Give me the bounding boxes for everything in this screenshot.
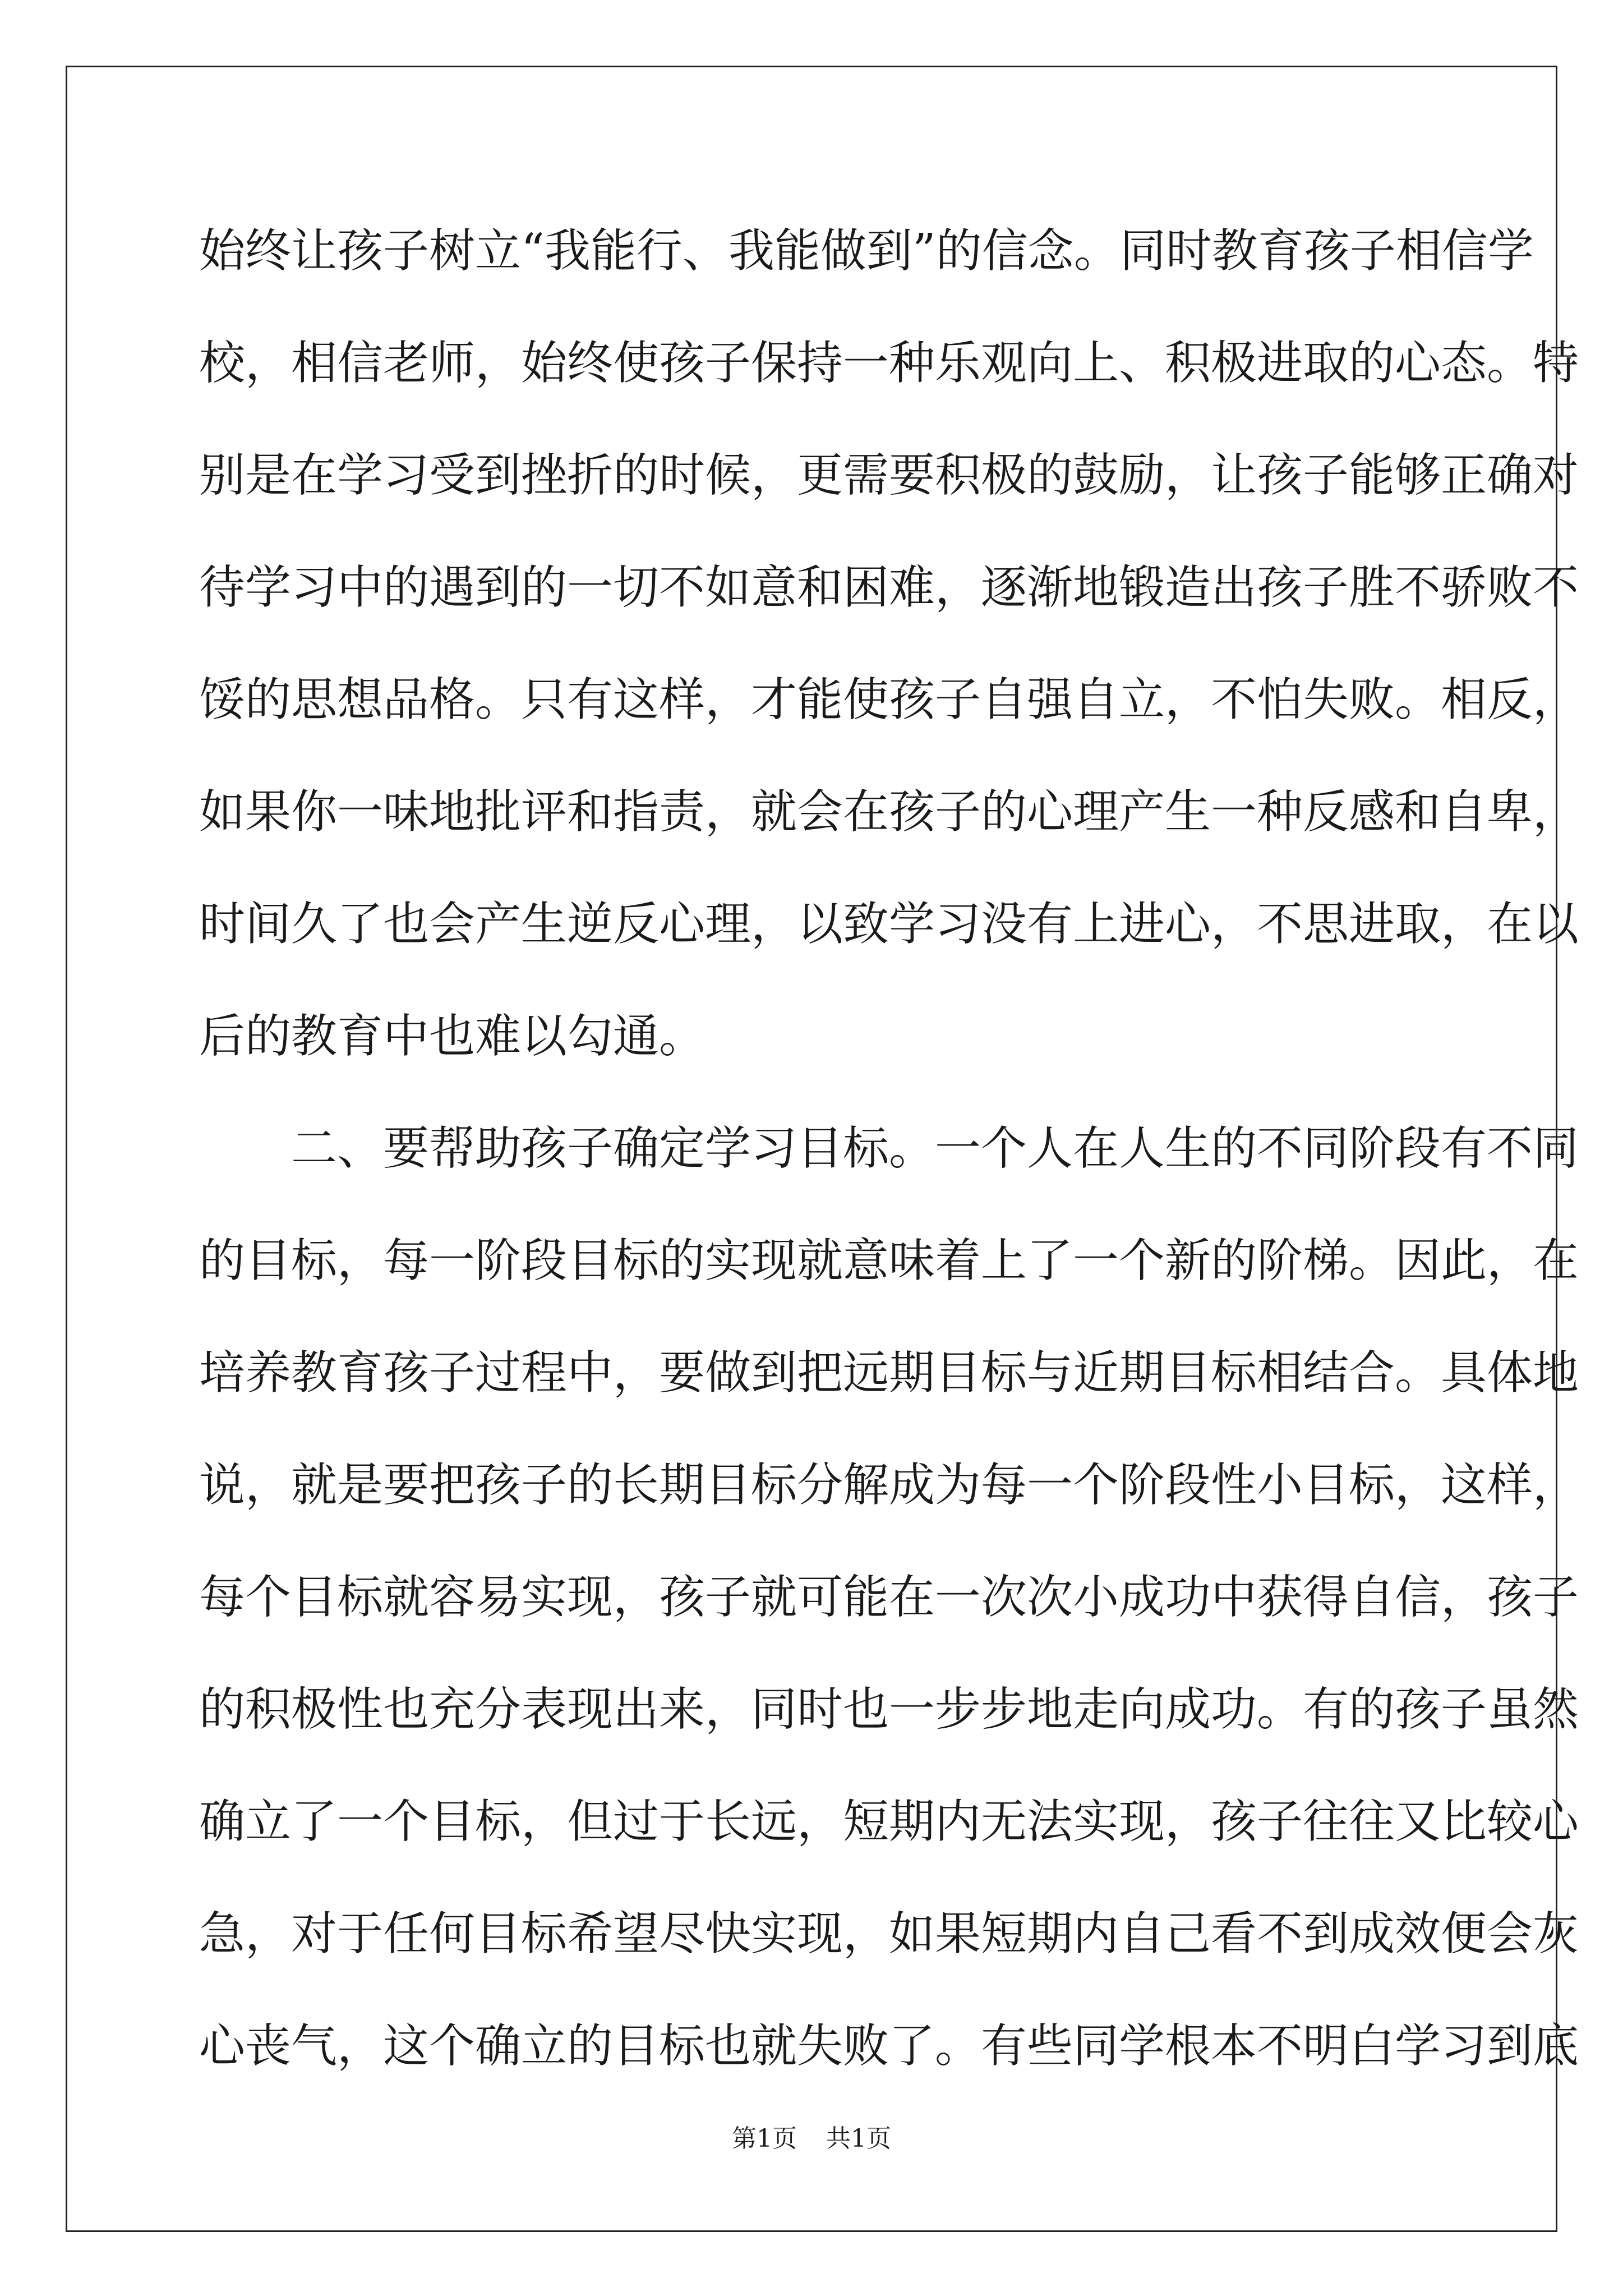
page-total: 共1页 [826, 2124, 891, 2153]
text-line: 的目标，每一阶段目标的实现就意味着上了一个新的阶梯。因此，在 [199, 1234, 1579, 1287]
text-line: 校，相信老师，始终使孩子保持一种乐观向上、积极进取的心态。特 [199, 337, 1579, 390]
text-line: 培养教育孩子过程中，要做到把远期目标与近期目标相结合。具体地 [199, 1346, 1579, 1400]
document-body [199, 218, 1579, 2125]
text-line: 别是在学习受到挫折的时候，更需要积极的鼓励，让孩子能够正确对 [199, 449, 1579, 502]
text-line: 的积极性也充分表现出来，同时也一步步地走向成功。有的孩子虽然 [199, 1683, 1579, 1736]
text-line: 每个目标就容易实现，孩子就可能在一次次小成功中获得自信，孩子 [199, 1571, 1579, 1624]
text-line: 待学习中的遇到的一切不如意和困难，逐渐地锻造出孩子胜不骄败不 [199, 561, 1579, 614]
text-line: 心丧气，这个确立的目标也就失败了。有些同学根本不明白学习到底 [199, 2019, 1579, 2073]
text-line: 始终让孩子树立“我能行、我能做到”的信念。同时教育孩子相信学 [199, 224, 1534, 278]
text-line: 时间久了也会产生逆反心理，以致学习没有上进心，不思进取，在以 [199, 898, 1579, 951]
page-number: 第1页 [732, 2124, 797, 2153]
text-line: 如果你一味地批评和指责，就会在孩子的心理产生一种反感和自卑， [199, 785, 1579, 839]
text-line: 馁的思想品格。只有这样，才能使孩子自强自立，不怕失败。相反， [199, 673, 1579, 726]
page-footer [0, 2122, 1623, 2156]
text-line: 确立了一个目标，但过于长远，短期内无法实现，孩子往往又比较心 [199, 1795, 1579, 1848]
text-line: 后的教育中也难以勾通。 [199, 1010, 706, 1063]
text-line: 急，对于任何目标希望尽快实现，如果短期内自己看不到成效便会灰 [199, 1907, 1579, 1961]
text-line: 说，就是要把孩子的长期目标分解成为每一个阶段性小目标，这样， [199, 1458, 1579, 1512]
text-line: 二、要帮助孩子确定学习目标。一个人在人生的不同阶段有不同 [291, 1122, 1579, 1175]
